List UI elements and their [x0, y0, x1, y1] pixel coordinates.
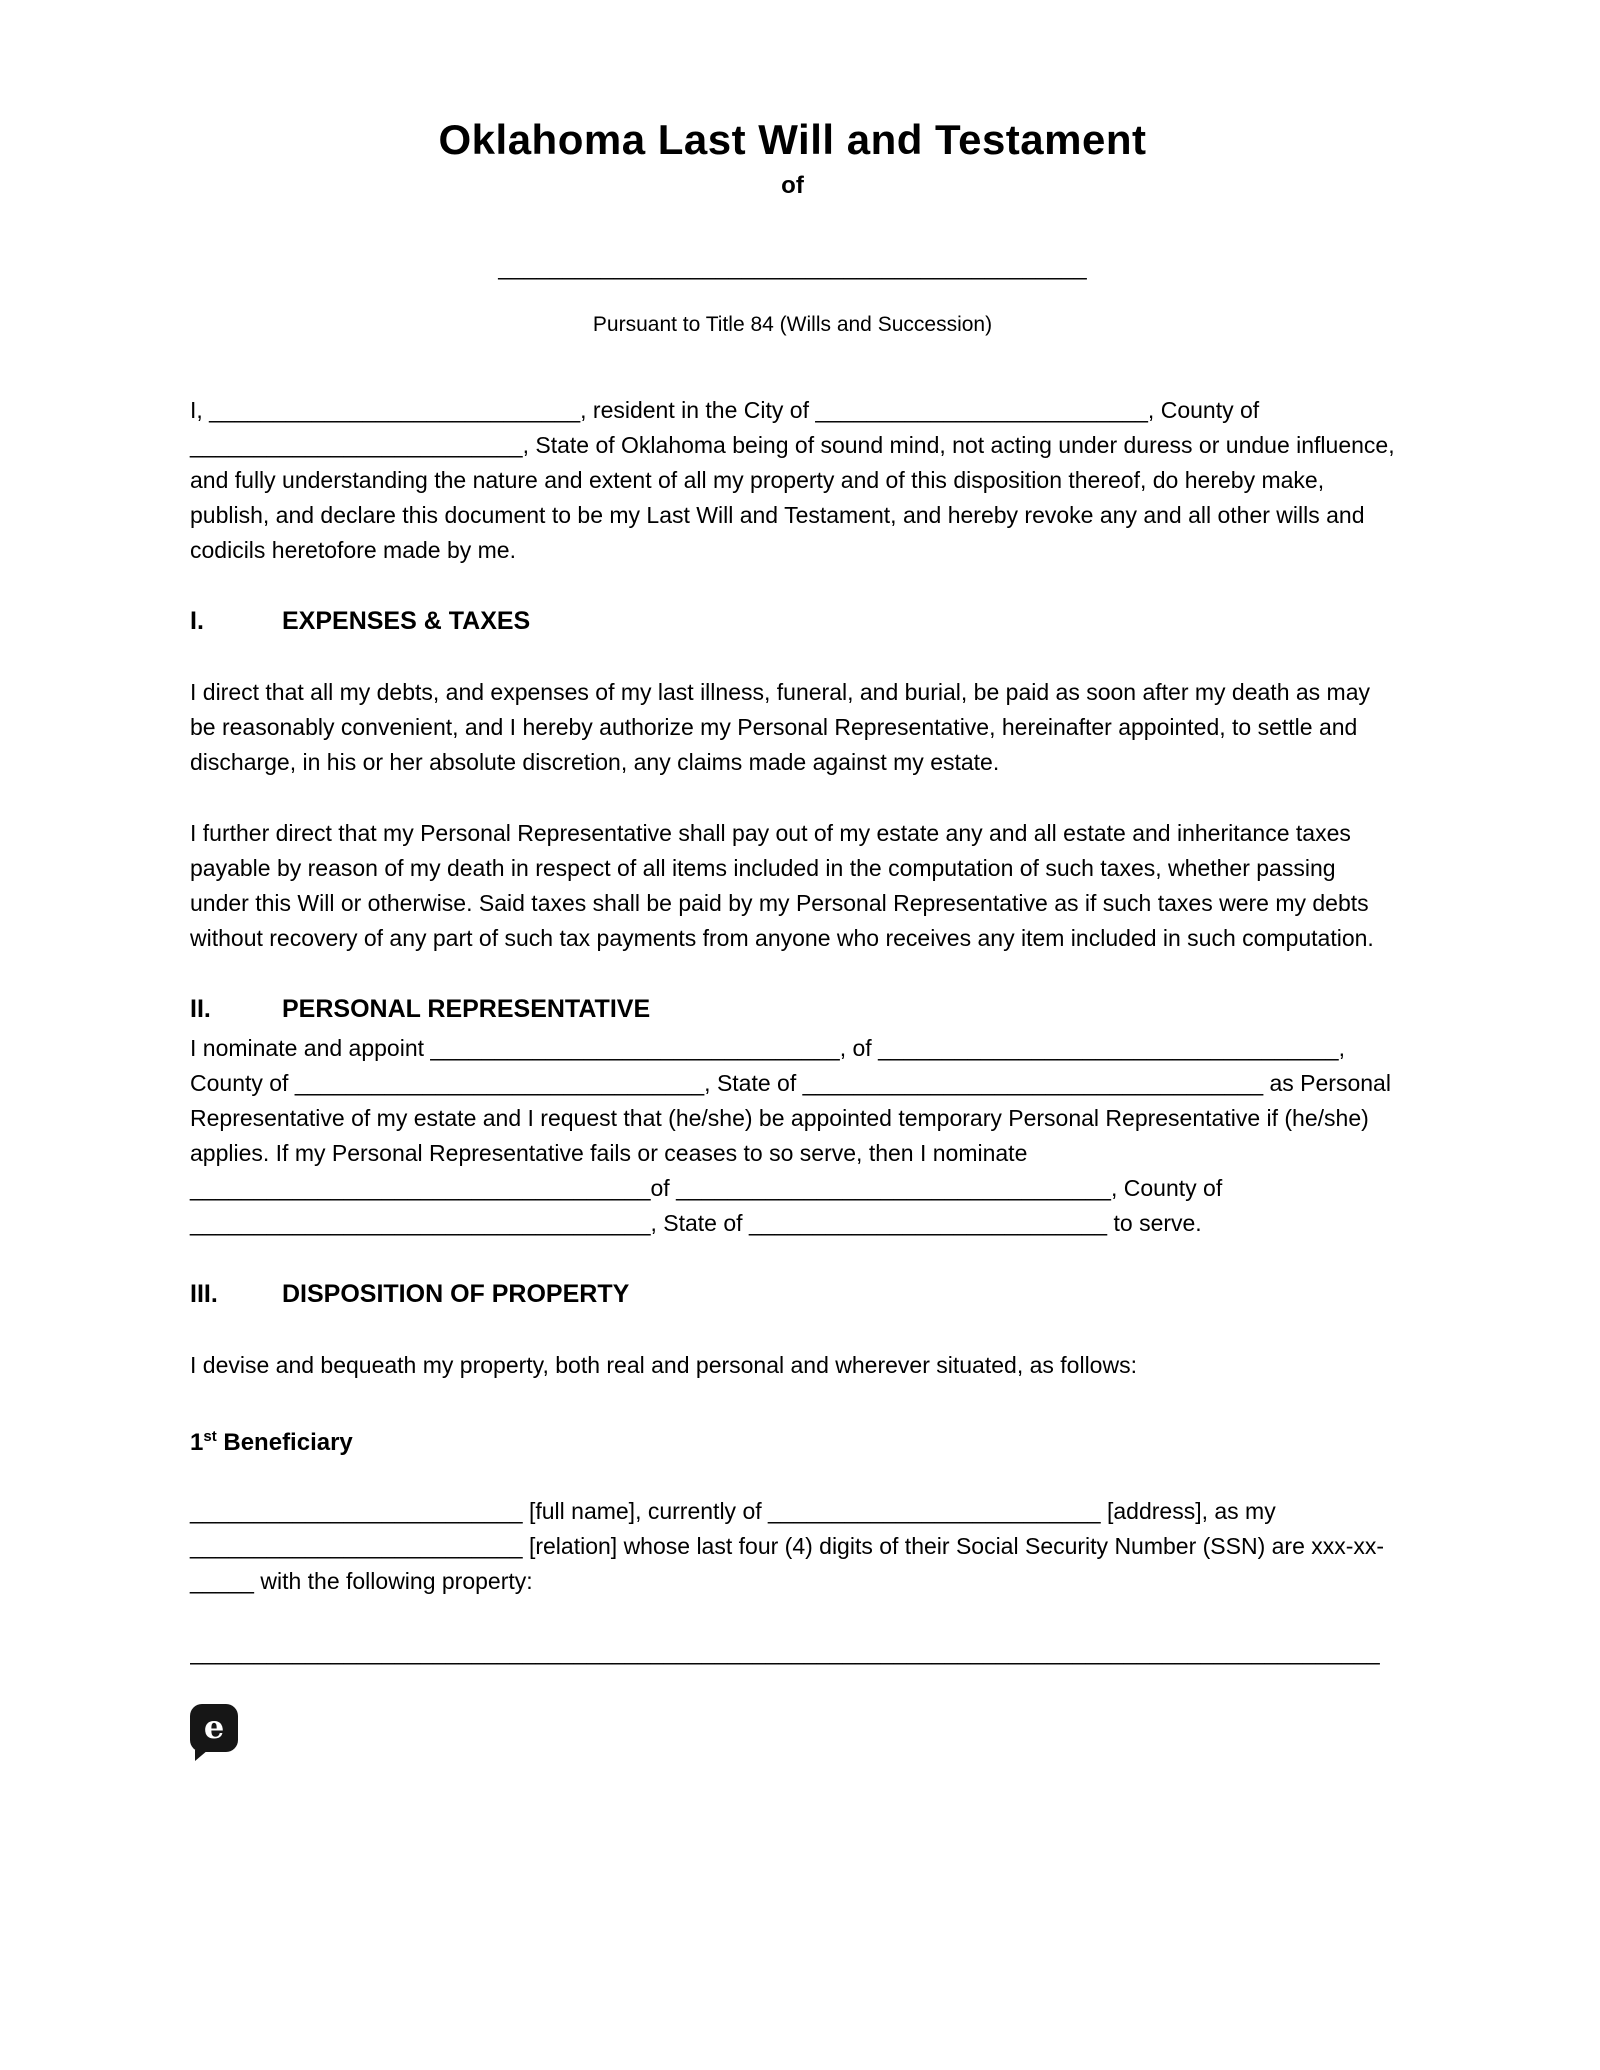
- beneficiary-number: 1: [190, 1429, 204, 1456]
- document-header: [190, 116, 1395, 337]
- section-number: I.: [190, 607, 204, 635]
- section-title: EXPENSES & TAXES: [282, 607, 531, 635]
- testator-name-blank: ______________________________________________: [498, 254, 1087, 280]
- expenses-paragraph-2: I further direct that my Personal Representative shall pay out of my estate any and all estate and inheritance taxes payable by reason of my death in respect of all items included in the computation of such taxes, whether passing under this Will or otherwise. Said taxes shall be paid by my Personal Representative as if such taxes were my debts without recovery of any part of such tax payments from anyone who receives any item included in such computation.: [190, 820, 1374, 951]
- section-title: PERSONAL REPRESENTATIVE: [282, 995, 651, 1023]
- section-heading-expenses-taxes: [190, 604, 1395, 639]
- section-title: DISPOSITION OF PROPERTY: [282, 1280, 630, 1308]
- beneficiary-ordinal: st: [203, 1428, 217, 1445]
- opening-declaration-paragraph: I, _____________________________, resident in the City of __________________________, County of __________________________, State of Oklahoma being of sound mind, not acting under duress or undue influence, and fully understanding the nature and extent of all my property and of this disposition thereof, do hereby make, publish, and declare this document to be my Last Will and Testament, and hereby revoke any and all other wills and codicils heretofore made by me.: [190, 397, 1395, 563]
- section-heading-disposition-of-property: [190, 1277, 1395, 1312]
- statute-reference: Pursuant to Title 84 (Wills and Succession): [592, 313, 993, 336]
- beneficiary-details-paragraph: __________________________ [full name], currently of __________________________ [address], as my __________________________ [relation] whose last four (4) digits of their Social Security Number (SSN) are xxx-xx-_____ with the following property:: [190, 1498, 1385, 1594]
- property-description-blank: _____________________________________________________________________________________________: [190, 1639, 1380, 1665]
- first-beneficiary-heading: [190, 1419, 1395, 1460]
- document-title: Oklahoma Last Will and Testament: [438, 116, 1147, 163]
- disposition-paragraph: I devise and bequeath my property, both real and personal and wherever situated, as follows:: [190, 1352, 1137, 1378]
- beneficiary-label: Beneficiary: [223, 1429, 353, 1456]
- section-number: II.: [190, 995, 211, 1023]
- eforms-logo[interactable]: [190, 1704, 238, 1752]
- expenses-paragraph-1: I direct that all my debts, and expenses of my last illness, funeral, and burial, be paid as soon after my death as may be reasonably convenient, and I hereby authorize my Personal Representative, hereinafter appointed, to settle and discharge, in his or her absolute discretion, any claims made against my estate.: [190, 679, 1371, 775]
- document-of-label: of: [781, 172, 804, 199]
- section-number: III.: [190, 1280, 218, 1308]
- personal-representative-paragraph: I nominate and appoint ________________________________, of ____________________________________, County of ________________________________, State of ____________________________________ as Personal Representative of my estate and I request that (he/she) be appointed temporary Personal Representative if (he/she) applies. If my Personal Representative fails or ceases to so serve, then I nominate ____________________________________of __________________________________, County of ____________________________________, State of ____________________________ to serve.: [190, 1035, 1391, 1236]
- eforms-logo-letter: e: [203, 1707, 225, 1746]
- section-heading-personal-representative: [190, 992, 1395, 1027]
